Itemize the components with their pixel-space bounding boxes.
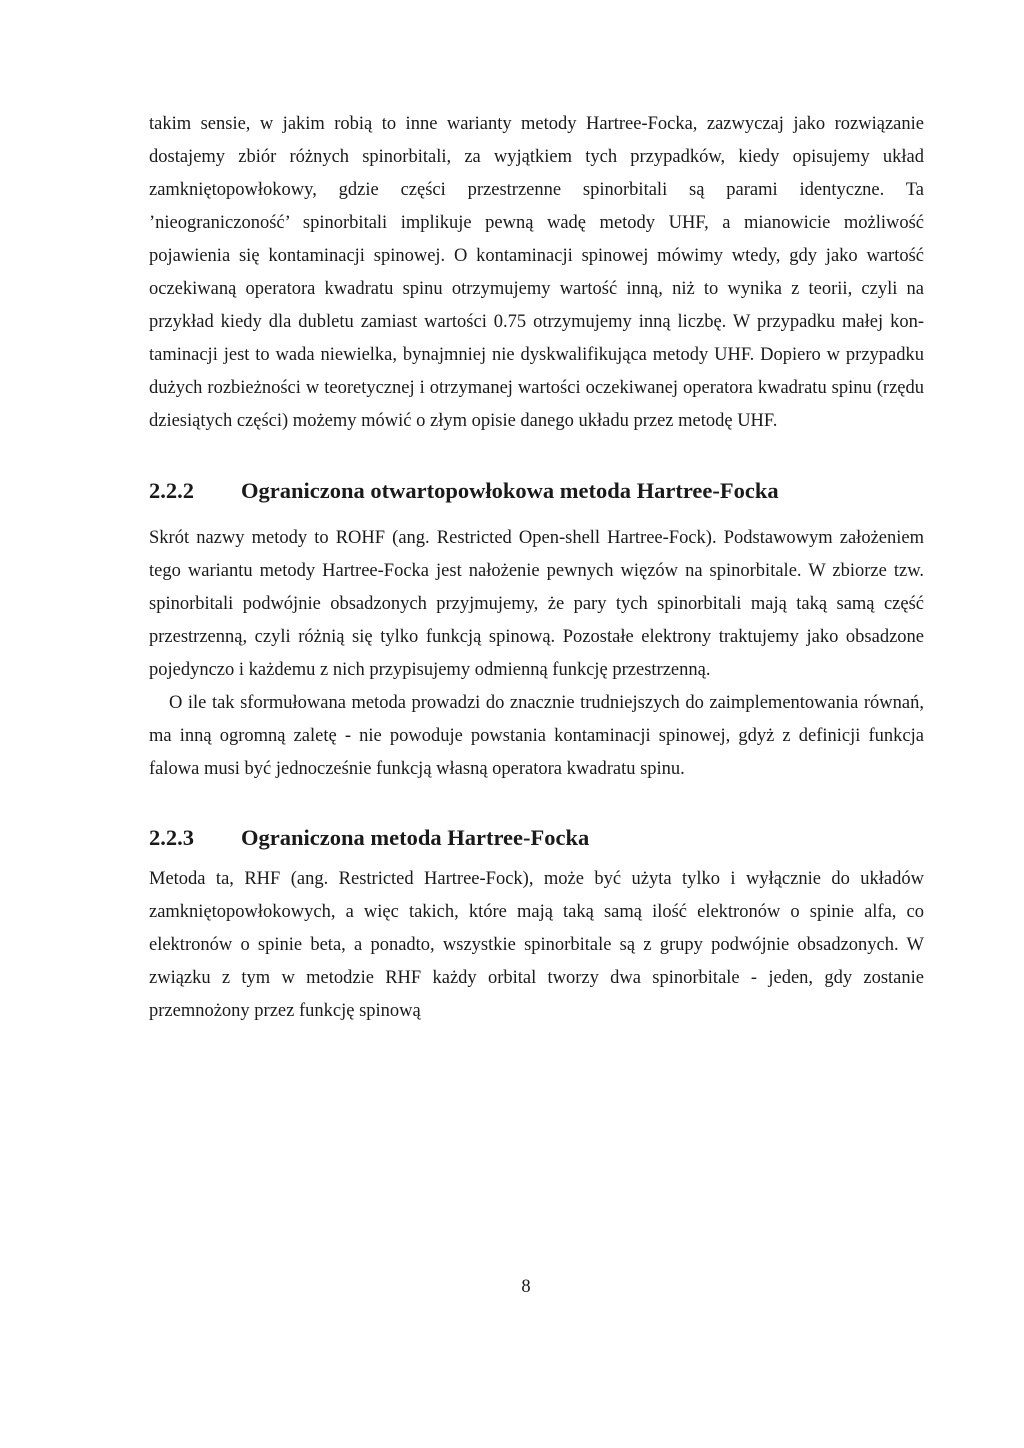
section-title: Ograniczona metoda Hartree-Focka [241,825,590,850]
section-heading-2-2-2 [149,472,924,510]
page-body [149,108,924,1028]
section-2-2-3-paragraph-1: Metoda ta, RHF (ang. Restricted Hartree-Fock), może być użyta tylko i wyłącznie do układów zamkniętopowłokowych, a więc takich, które mają taką samą ilość elektronów o spinie alfa, co elektronów o spinie beta, a ponadto, wszystkie spinorbitale są z grupy podwójnie obsadzonych. W związku z tym w metodzie RHF każdy orbital tworzy dwa spinorbitale - jeden, gdy zostanie przemnożony przez funkcję spinową [149,869,924,1021]
section-number: 2.2.2 [149,478,194,503]
section-2-2-2-paragraph-1: Skrót nazwy metody to ROHF (ang. Restricted Open-shell Hartree-Fock). Podstawowym założeniem tego wariantu metody Hartree-Focka jest nałożenie pewnych więzów na spinorbitale. W zbiorze tzw. spinorbitali podwójnie obsadzonych przyjmujemy, że pary tych spinorbitali mają taką samą część przestrzenną, czyli różnią się tylko funkcją spinową. Pozostałe elektrony traktujemy jako obsadzone pojedynczo i każdemu z nich przypisujemy odmienną funkcję przestrzenną. [149,528,924,680]
section-2-2-2-paragraph-2: O ile tak sformułowana metoda prowadzi do znacznie trudniejszych do zaimplementowania równań, ma inną ogromną zaletę - nie powoduje powstania kontaminacji spinowej, gdyż z definicji funkcja falowa musi być jednocześnie funkcją własną operatora kwadratu spinu. [149,693,924,779]
intro-paragraph: takim sensie, w jakim robią to inne warianty metody Hartree-Focka, zazwyczaj jako rozwiązanie dostajemy zbiór różnych spinorbitali, za wyjątkiem tych przypadków, kiedy opisujemy układ zamkniętopowłokowy, gdzie części przestrzenne spinorbitali są parami identyczne. Ta ’nieograniczoność’ spinorbitali implikuje pewną wadę metody UHF, a mianowicie możliwość pojawienia się kontaminacji spinowej. O kontaminacji spinowej mówimy wtedy, gdy jako wartość oczekiwaną operatora kwadratu spinu otrzymujemy wartość inną, niż to wynika z teorii, czyli na przykład kiedy dla dubletu zamiast wartości 0.75 otrzymujemy inną liczbę. W przypadku małej kontaminacji jest to wada niewielka, bynajmniej nie dyskwalifikująca metody UHF. Dopiero w przypadku dużych rozbieżności w teoretycznej i otrzymanej wartości oczekiwanej operatora kwadratu spinu (rzędu dziesiątych części) możemy mówić o złym opisie danego układu przez metodę UHF. [149,114,924,431]
page-number: 8 [521,1277,531,1297]
section-number: 2.2.3 [149,825,194,850]
section-heading-2-2-3 [149,819,924,857]
section-title: Ograniczona otwartopowłokowa metoda Hartree-Focka [241,478,779,503]
